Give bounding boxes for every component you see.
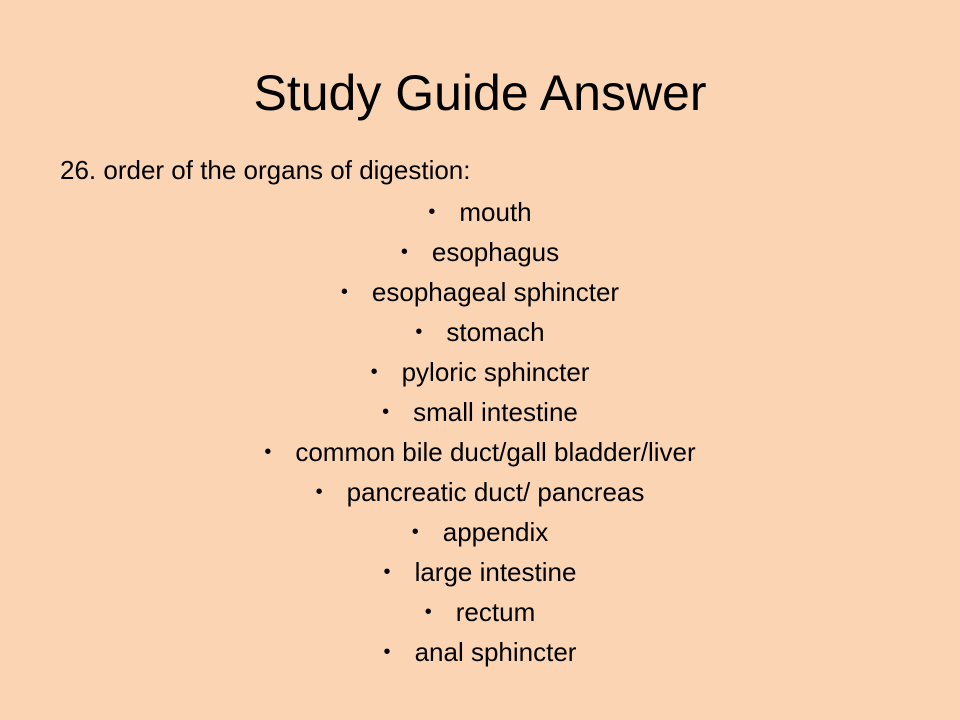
list-item	[0, 314, 960, 354]
bullet-icon: •	[415, 321, 423, 343]
list-item	[0, 234, 960, 274]
list-item	[0, 394, 960, 434]
list-item	[0, 474, 960, 514]
list-item-text: appendix	[442, 517, 549, 547]
list-item	[0, 354, 960, 394]
list-item-text: mouth	[459, 197, 532, 227]
list-item-text: large intestine	[414, 557, 577, 587]
list-item-text: pyloric sphincter	[401, 357, 590, 387]
bullet-icon: •	[383, 641, 391, 663]
organ-list	[0, 194, 960, 674]
list-item	[0, 194, 960, 234]
list-item-text: rectum	[455, 597, 536, 627]
list-item	[0, 274, 960, 314]
list-item-text: common bile duct/gall bladder/liver	[295, 437, 696, 467]
list-item-text: esophagus	[431, 237, 560, 267]
bullet-icon: •	[370, 361, 378, 383]
list-item-text: pancreatic duct/ pancreas	[346, 477, 645, 507]
list-item	[0, 514, 960, 554]
bullet-icon: •	[400, 241, 408, 263]
list-item-text: esophageal sphincter	[371, 277, 620, 307]
bullet-icon: •	[424, 601, 432, 623]
bullet-icon: •	[264, 441, 272, 463]
list-item-text: stomach	[446, 317, 545, 347]
list-item-text: anal sphincter	[414, 637, 577, 667]
bullet-icon: •	[428, 201, 436, 223]
bullet-icon: •	[340, 281, 348, 303]
list-item	[0, 434, 960, 474]
bullet-icon: •	[382, 401, 390, 423]
slide-title: Study Guide Answer	[253, 65, 707, 121]
list-item-text: small intestine	[413, 397, 578, 427]
bullet-icon: •	[315, 481, 323, 503]
list-item	[0, 594, 960, 634]
slide-subtitle: 26. order of the organs of digestion:	[60, 155, 471, 185]
bullet-icon: •	[411, 521, 419, 543]
bullet-icon: •	[383, 561, 391, 583]
list-item	[0, 554, 960, 594]
list-item	[0, 634, 960, 674]
